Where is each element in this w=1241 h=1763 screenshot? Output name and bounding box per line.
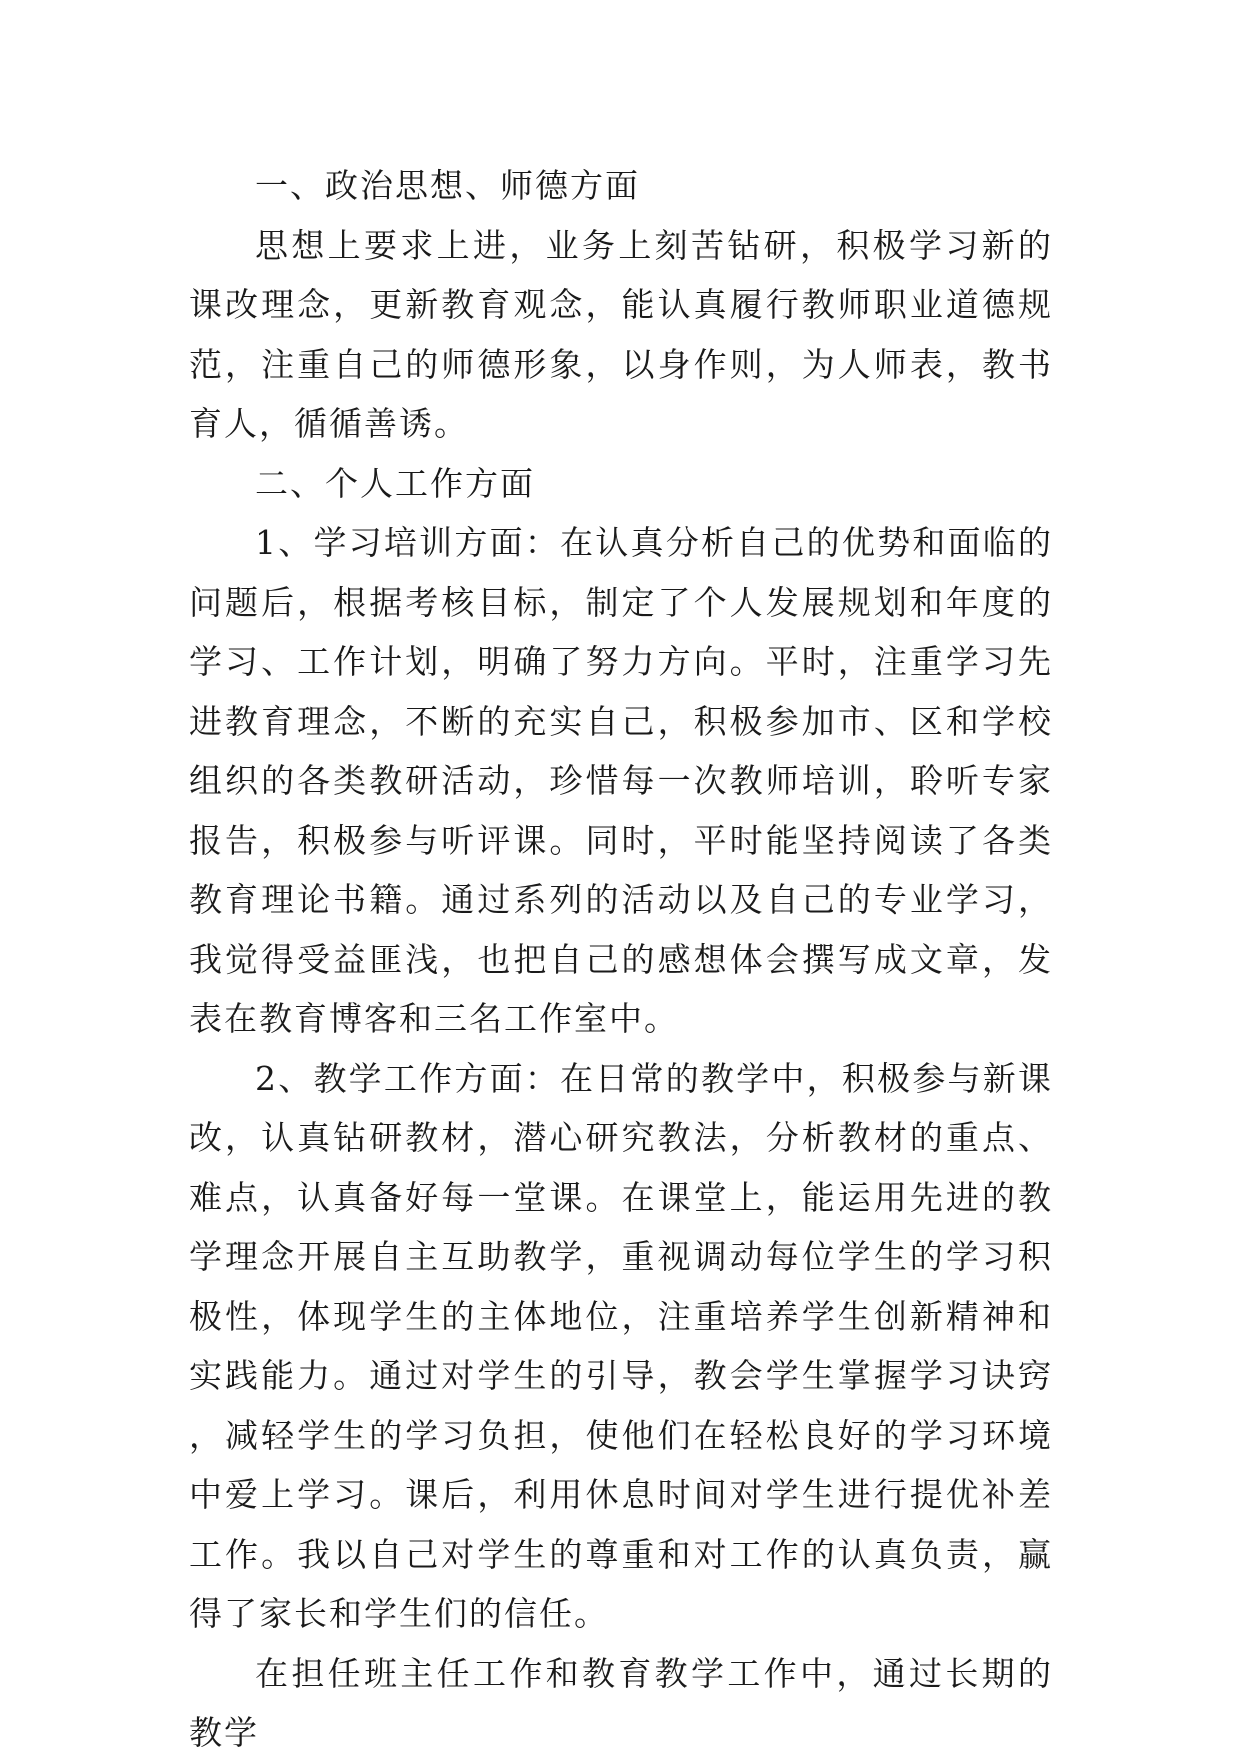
- section-heading-personal-work: 二、个人工作方面: [255, 463, 535, 503]
- paragraph-class-teacher: 在担任班主任工作和教育教学工作中，通过长期的教学: [189, 1653, 1053, 1752]
- paragraph-politics: 思想上要求上进，业务上刻苦钻研，积极学习新的课改理念，更新教育观念，能认真履行教师职业道德规范，注重自己的师德形象，以身作则，为人师表，教书育人，循循善诱。: [189, 225, 1053, 443]
- document-body: [189, 156, 1053, 1763]
- paragraph-study-training: 1、学习培训方面：在认真分析自己的优势和面临的问题后，根据考核目标，制定了个人发展规划和年度的学习、工作计划，明确了努力方向。平时，注重学习先进教育理念，不断的充实自己，积极参加市、区和学校组织的各类教研活动，珍惜每一次教师培训，聆听专家报告，积极参与听评课。同时，平时能坚持阅读了各类教育理论书籍。通过系列的活动以及自己的专业学习，我觉得受益匪浅，也把自己的感想体会撰写成文章，发表在教育博客和三名工作室中。: [189, 523, 1053, 1038]
- paragraph-teaching-work: 2、教学工作方面：在日常的教学中，积极参与新课改，认真钻研教材，潜心研究教法，分析教材的重点、难点，认真备好每一堂课。在课堂上，能运用先进的教学理念开展自主互助教学，重视调动每位学生的学习积极性，体现学生的主体地位，注重培养学生创新精神和实践能力。通过对学生的引导，教会学生掌握学习诀窍，减轻学生的学习负担，使他们在轻松良好的学习环境中爱上学习。课后，利用休息时间对学生进行提优补差工作。我以自己对学生的尊重和对工作的认真负责，赢得了家长和学生们的信任。: [189, 1058, 1053, 1633]
- section-heading-politics: 一、政治思想、师德方面: [255, 166, 640, 205]
